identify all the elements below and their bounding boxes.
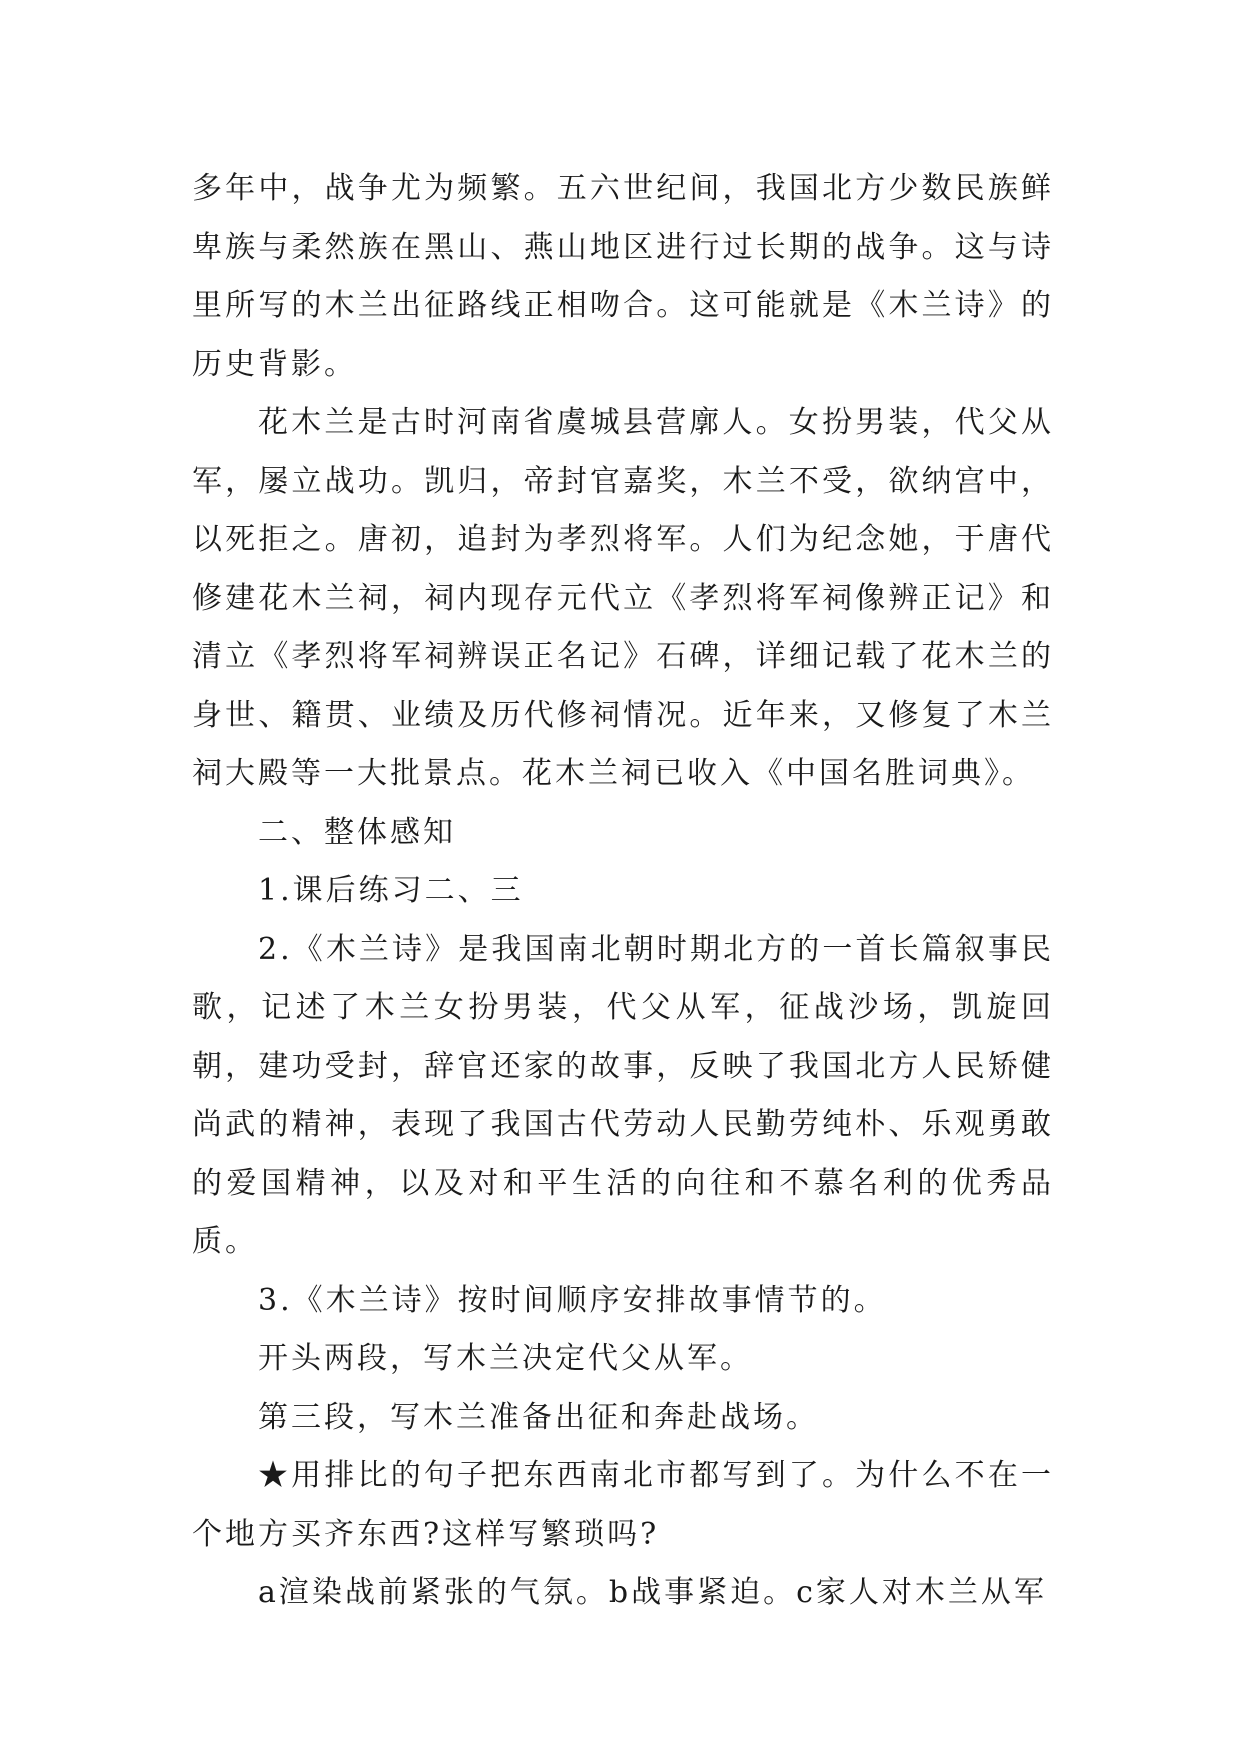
body-paragraph-third-section: 第三段，写木兰准备出征和奔赴战场。 [258,1399,819,1435]
list-item-3: 3.《木兰诗》按时间顺序安排故事情节的。 [258,1282,887,1318]
answer-paragraph: a渲染战前紧张的气氛。b战事紧迫。c家人对木兰从军 [258,1575,1047,1610]
section-heading: 二、整体感知 [258,814,456,850]
question-paragraph: ★用排比的句子把东西南北市都写到了。为什么不在一个地方买齐东西?这样写繁琐吗? [192,1458,1054,1552]
body-paragraph-hua-mulan: 花木兰是古时河南省虞城县营廓人。女扮男装，代父从军，屡立战功。凯归，帝封官嘉奖，木兰不受，欲纳宫中，以死拒之。唐初，追封为孝烈将军。人们为纪念她，于唐代修建花木兰祠，祠内现存元代立《孝烈将军祠像辨正记》和清立《孝烈将军祠辨误正名记》石碑，详细记载了花木兰的身世、籍贯、业绩及历代修祠情况。近年来，又修复了木兰祠大殿等一大批景点。花木兰祠已收入《中国名胜词典》。 [192,405,1054,791]
list-item-2: 2.《木兰诗》是我国南北朝时期北方的一首长篇叙事民歌，记述了木兰女扮男装，代父从军，征战沙场，凯旋回朝，建功受封，辞官还家的故事，反映了我国北方人民矫健尚武的精神，表现了我国古代劳动人民勤劳纯朴、乐观勇敢的爱国精神，以及对和平生活的向往和不慕名利的优秀品质。 [192,931,1054,1259]
document-page [192,160,1054,1623]
body-paragraph-opening: 开头两段，写木兰决定代父从军。 [258,1341,753,1376]
list-item-1: 1.课后练习二、三 [258,873,524,908]
body-paragraph-history: 多年中，战争尤为频繁。五六世纪间，我国北方少数民族鲜卑族与柔然族在黑山、燕山地区进行过长期的战争。这与诗里所写的木兰出征路线正相吻合。这可能就是《木兰诗》的历史背影。 [192,171,1054,382]
